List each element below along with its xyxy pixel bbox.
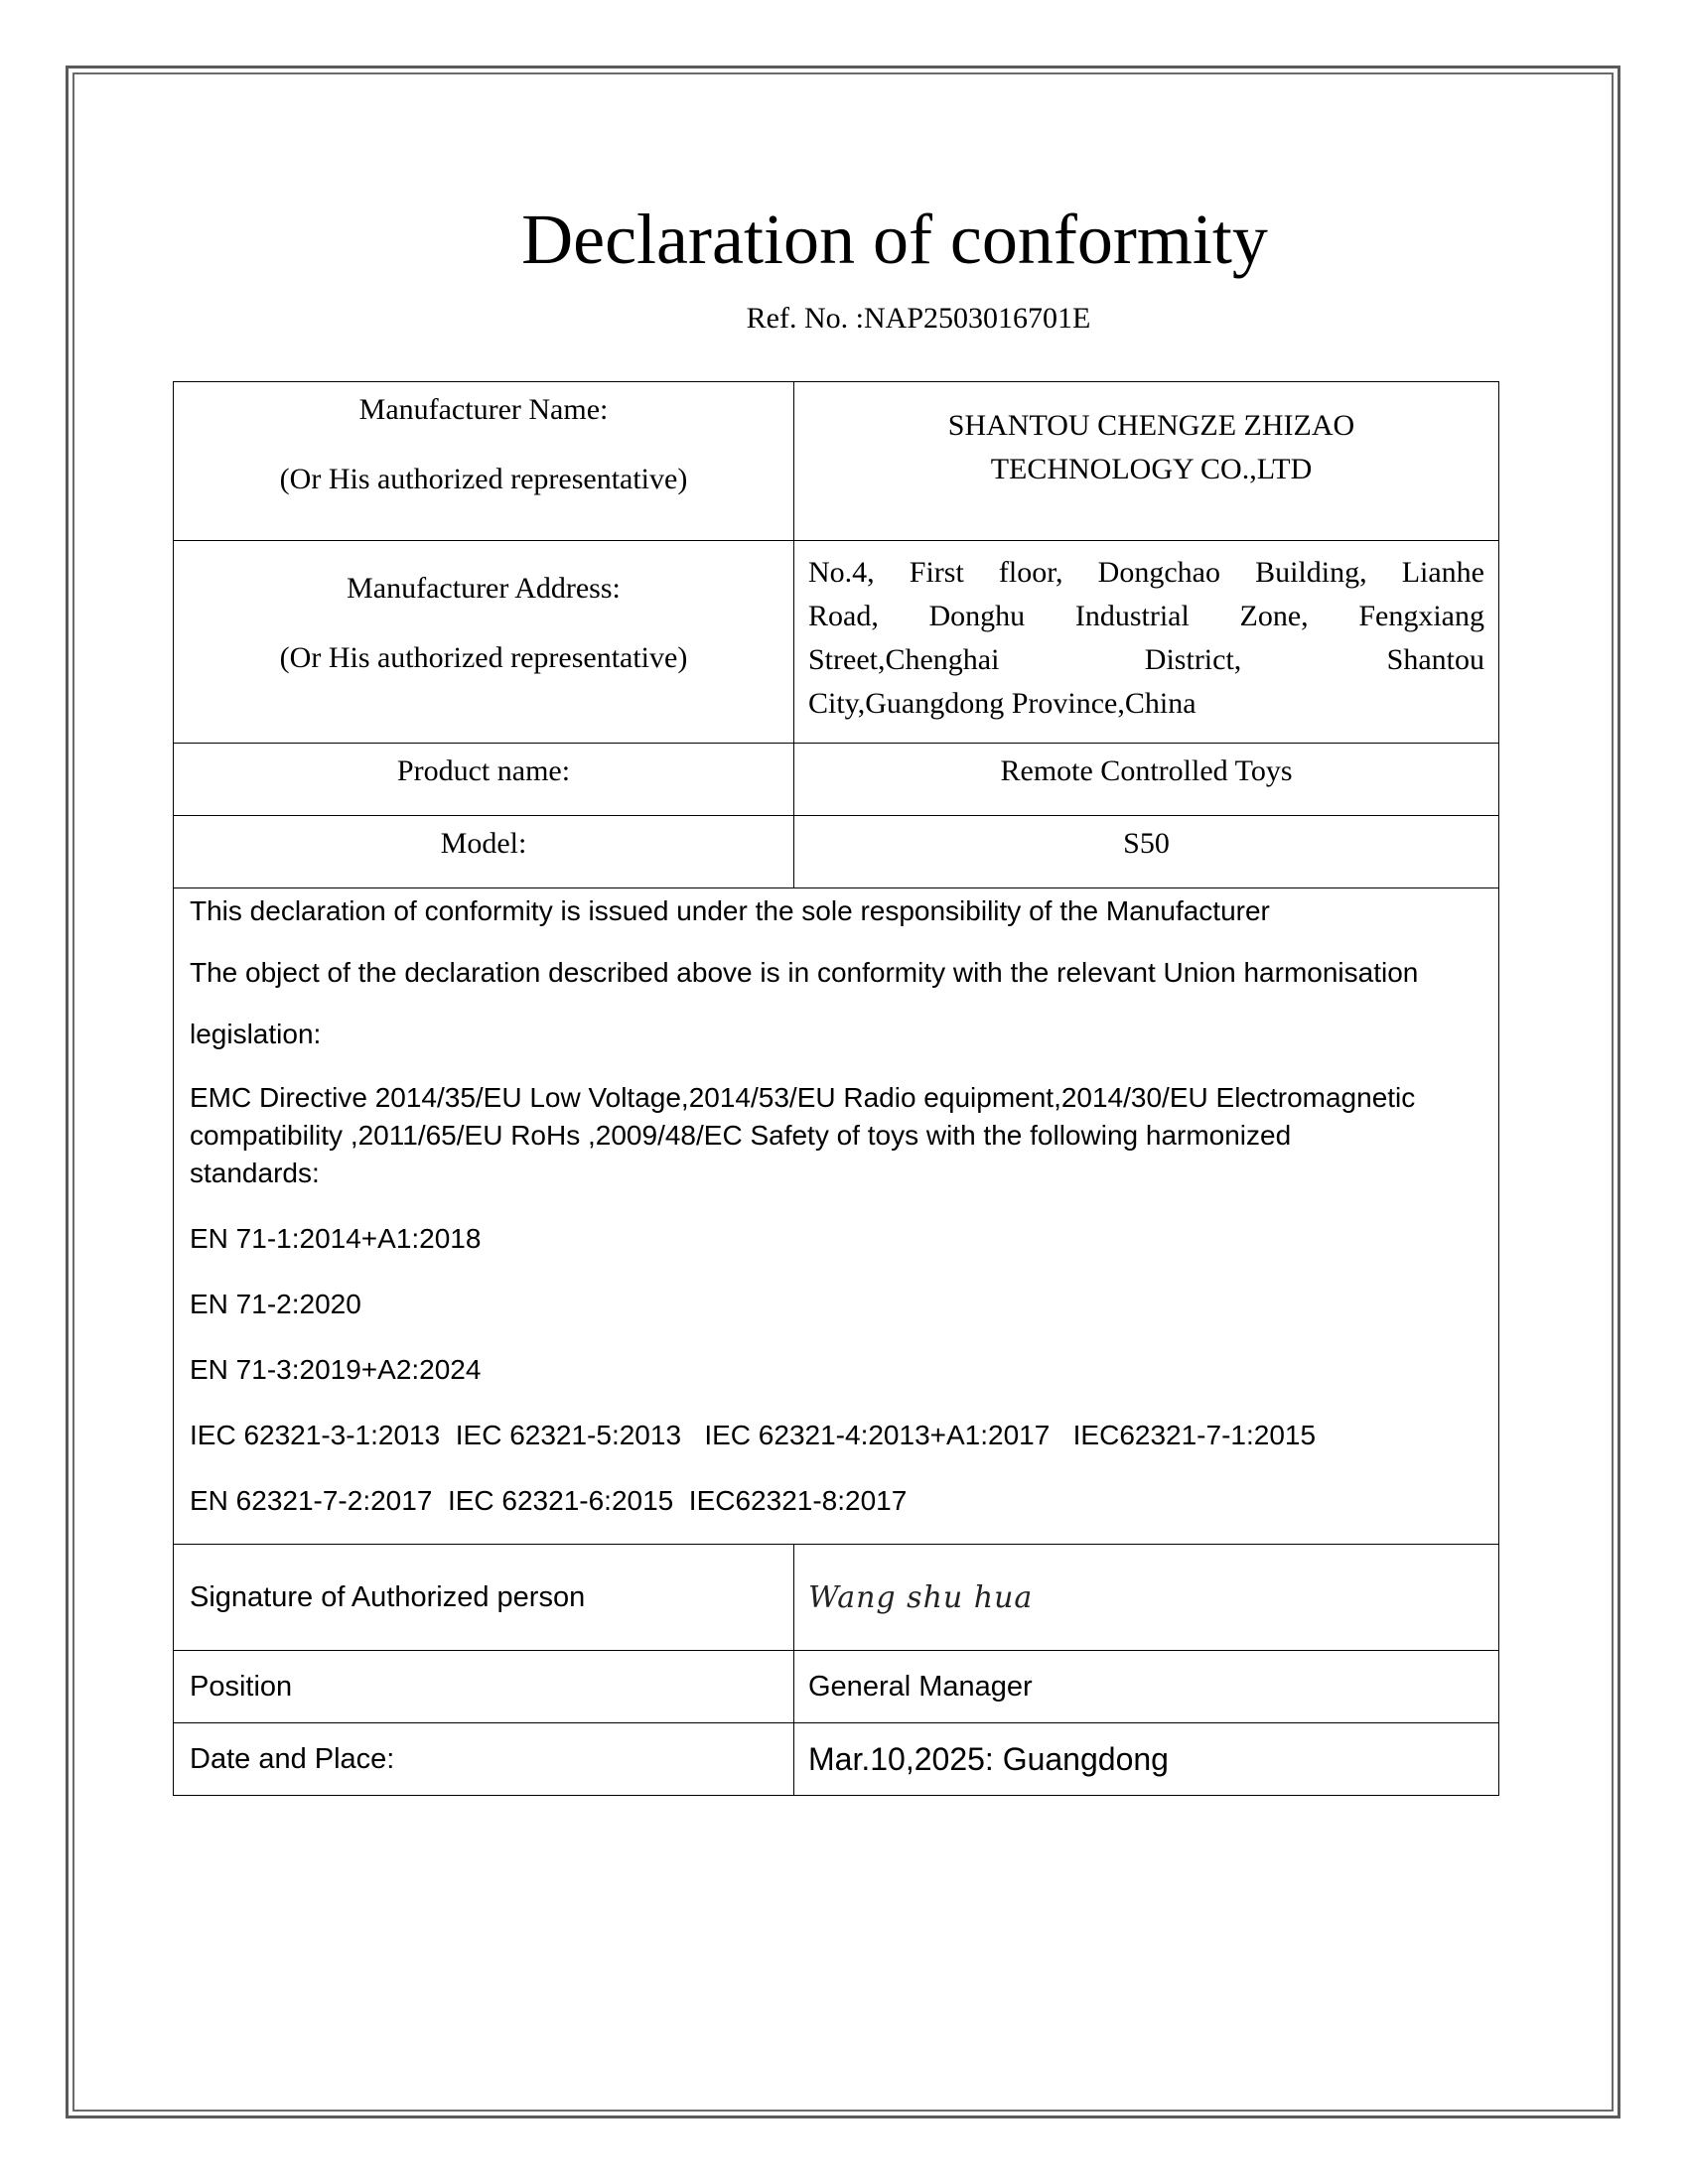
manufacturer-address-label: Manufacturer Address: xyxy=(347,572,621,605)
manufacturer-name-sublabel: (Or His authorized representative) xyxy=(279,463,688,495)
manufacturer-address-label-cell xyxy=(174,541,794,744)
declaration-object-line2: legislation: xyxy=(190,1019,322,1049)
handwritten-signature: Wang shu hua xyxy=(808,1579,1034,1615)
directives-line2: compatibility ,2011/65/EU RoHs ,2009/48/EC Safety of toys with the following harmonized xyxy=(190,1120,1292,1151)
address-line-2: Road, Donghu Industrial Zone, Fengxiang xyxy=(808,600,1484,632)
standard-item: IEC 62321-3-1:2013 IEC 62321-5:2013 IEC 62321-4:2013+A1:2017 IEC62321-7-1:2015 xyxy=(190,1420,1317,1450)
declaration-row xyxy=(174,888,1499,1545)
reference-number: Ref. No. :NAP2503016701E xyxy=(746,302,1091,335)
address-line-4: City,Guangdong Province,China xyxy=(808,687,1196,720)
date-place-row xyxy=(174,1723,1499,1796)
manufacturer-address-sublabel: (Or His authorized representative) xyxy=(279,641,688,674)
position-label-cell xyxy=(174,1651,794,1723)
manufacturer-address-row xyxy=(174,541,1499,744)
product-value-cell xyxy=(794,744,1499,816)
date-place-label-cell xyxy=(174,1723,794,1796)
manufacturer-address-value-cell xyxy=(794,541,1499,744)
manufacturer-name-value-line2: TECHNOLOGY CO.,LTD xyxy=(990,453,1313,485)
declaration-object-line1: The object of the declaration described above is in conformity with the relevant Union harmonisation xyxy=(190,957,1419,988)
address-line-3: Street,Chenghai District, Shantou xyxy=(808,643,1484,676)
signature-label: Signature of Authorized person xyxy=(190,1580,586,1613)
model-label-cell xyxy=(174,816,794,888)
model-label: Model: xyxy=(440,827,527,860)
product-row xyxy=(174,744,1499,816)
directives-line1: EMC Directive 2014/35/EU Low Voltage,2014/53/EU Radio equipment,2014/30/EU Electromagnetic xyxy=(190,1082,1416,1113)
date-place-label: Date and Place: xyxy=(190,1742,395,1775)
standard-item: EN 71-1:2014+A1:2018 xyxy=(190,1223,482,1254)
signature-row xyxy=(174,1545,1499,1651)
standard-item: EN 71-2:2020 xyxy=(190,1289,361,1319)
standard-item: EN 71-3:2019+A2:2024 xyxy=(190,1354,482,1385)
manufacturer-name-row xyxy=(174,382,1499,541)
document-title: Declaration of conformity xyxy=(521,200,1268,279)
date-place-value: Mar.10,2025: Guangdong xyxy=(808,1740,1169,1777)
manufacturer-name-label-cell xyxy=(174,382,794,541)
position-label: Position xyxy=(190,1670,293,1703)
product-label: Product name: xyxy=(396,754,571,787)
signature-value-cell xyxy=(794,1545,1499,1651)
signature-label-cell xyxy=(174,1545,794,1651)
standard-item: EN 62321-7-2:2017 IEC 62321-6:2015 IEC62321-8:2017 xyxy=(190,1485,908,1516)
directives-line3: standards: xyxy=(190,1158,320,1188)
manufacturer-name-label: Manufacturer Name: xyxy=(358,393,609,426)
position-value-cell xyxy=(794,1651,1499,1723)
date-place-value-cell xyxy=(794,1723,1499,1796)
declaration-table xyxy=(173,381,1499,1796)
model-value: S50 xyxy=(1123,827,1170,860)
declaration-statement: This declaration of conformity is issued under the sole responsibility of the Manufacturer xyxy=(190,895,1270,926)
model-value-cell xyxy=(794,816,1499,888)
address-line-1: No.4, First floor, Dongchao Building, Lianhe xyxy=(808,556,1484,589)
position-value: General Manager xyxy=(808,1670,1033,1703)
model-row xyxy=(174,816,1499,888)
declaration-cell xyxy=(174,888,1499,1545)
manufacturer-name-value-line1: SHANTOU CHENGZE ZHIZAO xyxy=(947,409,1355,442)
manufacturer-name-value-cell xyxy=(794,382,1499,541)
product-label-cell xyxy=(174,744,794,816)
product-value: Remote Controlled Toys xyxy=(1000,754,1293,787)
position-row xyxy=(174,1651,1499,1723)
